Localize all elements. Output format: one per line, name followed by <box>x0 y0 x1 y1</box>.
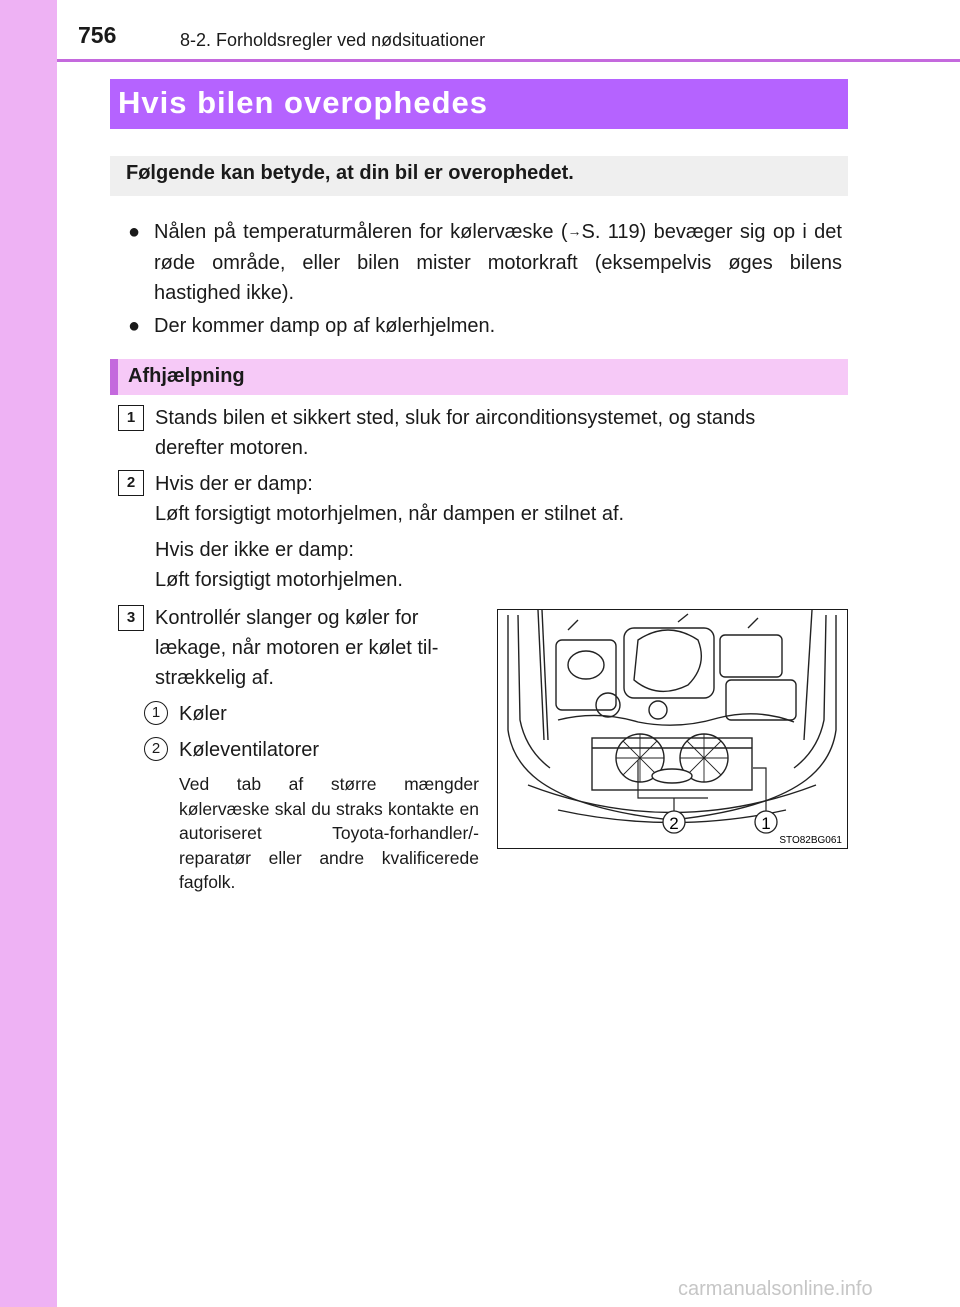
symptom-item-2: Der kommer damp op af kølerhjelmen. <box>154 315 496 337</box>
callout-number: 1 <box>144 701 168 725</box>
callout-number: 2 <box>144 737 168 761</box>
engine-bay-illustration <box>497 609 848 849</box>
intro-box <box>110 156 848 196</box>
remedy-heading: Afhjælpning <box>128 365 245 387</box>
step-1-line-2: derefter motoren. <box>155 437 309 459</box>
symptom-1-text: Nålen på temperaturmåleren for kølervæske ( <box>154 221 568 243</box>
bullet-icon: ● <box>128 315 141 337</box>
side-color-band <box>0 0 57 1307</box>
step-number-box: 1 <box>118 405 144 431</box>
bullet-icon: ● <box>128 221 141 243</box>
step-3-line-3: strækkelig af. <box>155 667 274 689</box>
arrow-right-icon: → <box>567 223 582 239</box>
step-2-line-2: Løft forsigtigt motorhjelmen, når dampen er stilnet af. <box>155 503 625 525</box>
step-number-box: 3 <box>118 605 144 631</box>
callout-label-fans: Køleventilatorer <box>179 739 320 761</box>
header-divider <box>57 59 960 62</box>
engine-bay-drawing <box>498 610 846 847</box>
step-3-line-1: Kontrollér slanger og køler for <box>155 607 419 629</box>
remedy-heading-bar <box>110 359 848 395</box>
step-2-line-4: Løft forsigtigt motorhjelmen. <box>155 569 403 591</box>
callout-label-radiator: Køler <box>179 703 227 725</box>
symptom-1-ref: S. 119) bevæger sig op i det røde område, eller bilen mister motorkraft (eksempelvis øges bilens hastighed ikke). <box>154 221 842 304</box>
step-1-line-1: Stands bilen et sikkert sted, sluk for airconditionsystemet, og stands <box>155 407 756 429</box>
step-3-line-2: lækage, når motoren er kølet til- <box>155 637 439 659</box>
page-number: 756 <box>78 22 117 48</box>
figure-callout-2-label: 2 <box>669 814 679 833</box>
step-2-line-1: Hvis der er damp: <box>155 473 313 495</box>
figure-callout-1-label: 1 <box>761 814 771 833</box>
section-reference: 8-2. Forholdsregler ved nødsituationer <box>180 30 486 50</box>
watermark: carmanualsonline.info <box>678 1278 873 1300</box>
page-title-bar <box>110 79 848 129</box>
page-title: Hvis bilen overophedes <box>118 85 488 120</box>
warning-note: Ved tab af større mængder kølervæske skal du straks kontakte en autoriseret Toyota-forhandler/-reparatør eller andre kvalificerede fagfolk. <box>179 774 479 892</box>
intro-text: Følgende kan betyde, at din bil er overophedet. <box>126 162 574 184</box>
figure-callouts <box>663 811 777 833</box>
step-2-line-3: Hvis der ikke er damp: <box>155 539 354 561</box>
symptom-item-1 <box>154 217 842 308</box>
step-number-box: 2 <box>118 470 144 496</box>
figure-code: STO82BG061 <box>779 835 842 846</box>
